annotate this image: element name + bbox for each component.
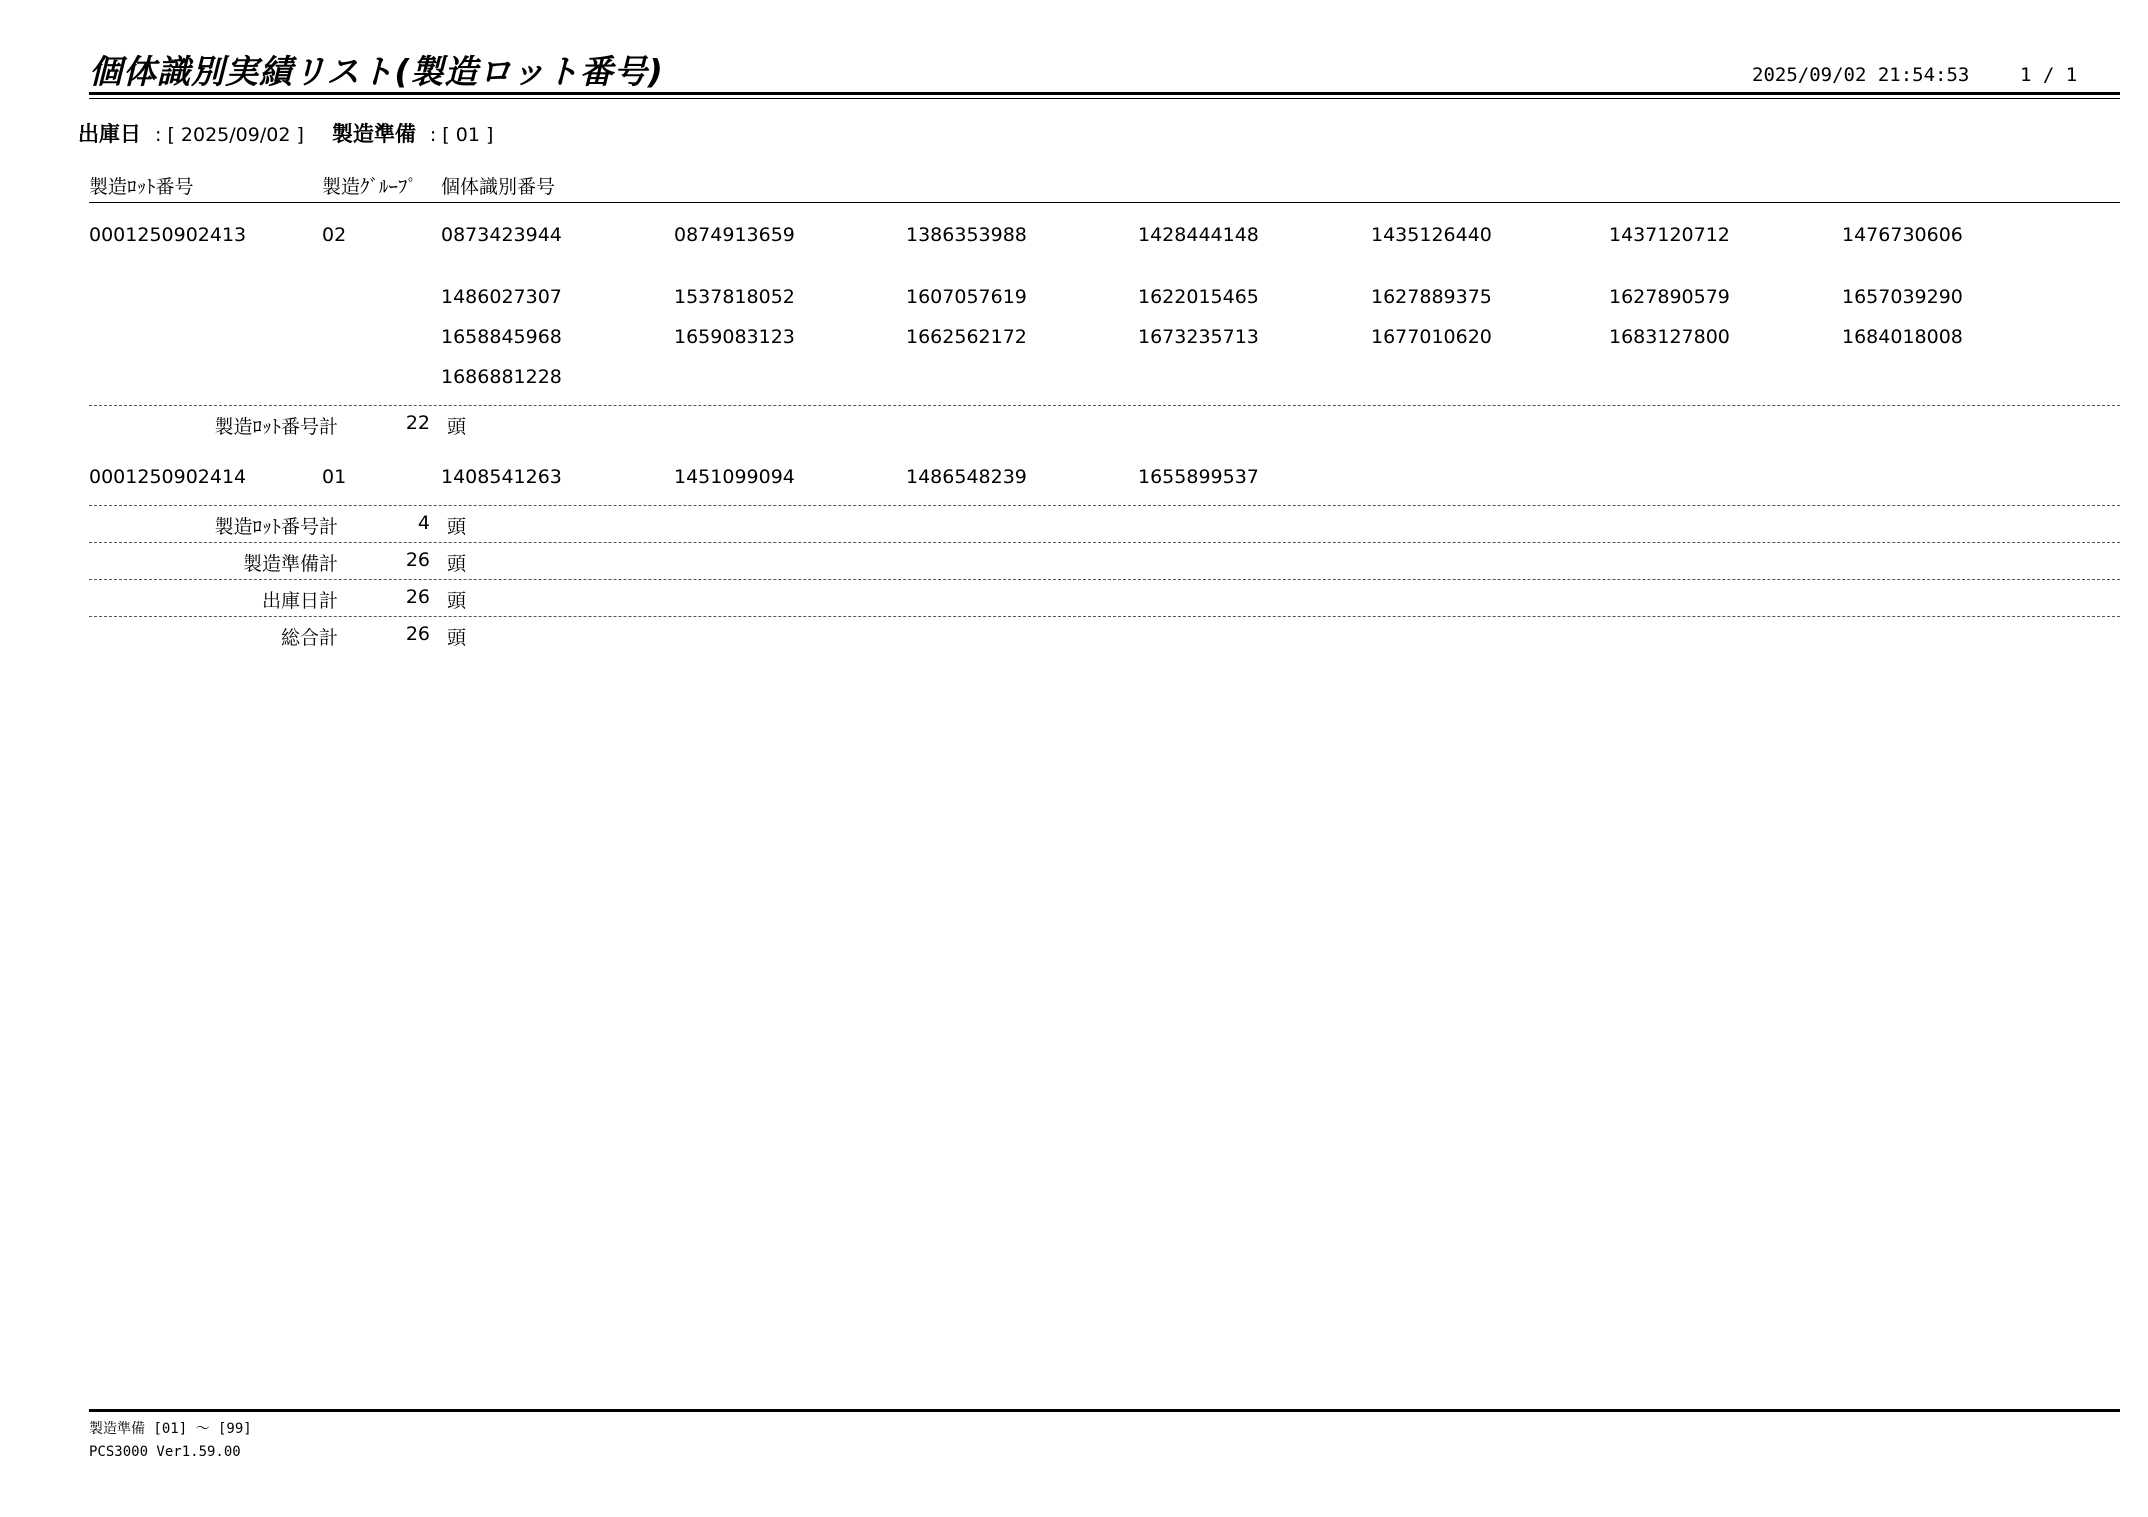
column-header-group: 製造ｸﾞﾙｰﾌﾟ <box>322 176 418 198</box>
page-number: 1 / 1 <box>2020 64 2078 86</box>
ship-date-total-count: 26 <box>405 586 430 608</box>
id-number: 1408541263 <box>441 466 562 488</box>
id-number: 1684018008 <box>1842 326 1963 348</box>
dashed-separator <box>89 616 2120 617</box>
lot-subtotal-count: 4 <box>417 512 430 534</box>
dashed-separator <box>89 542 2120 543</box>
id-number: 1537818052 <box>674 286 795 308</box>
print-datetime: 2025/09/02 21:54:53 <box>1752 64 1970 86</box>
id-number: 1627890579 <box>1609 286 1730 308</box>
report-parameters <box>78 118 493 148</box>
dashed-separator <box>89 505 2120 506</box>
grand-total-count: 26 <box>405 623 430 645</box>
lot-subtotal-label: 製造ﾛｯﾄ番号計 <box>214 416 338 438</box>
column-header-id: 個体識別番号 <box>441 176 556 198</box>
id-number: 0873423944 <box>441 224 562 246</box>
lot-group: 01 <box>322 466 347 488</box>
grand-total-label: 総合計 <box>280 627 338 649</box>
id-number: 1607057619 <box>906 286 1027 308</box>
lot-subtotal-count: 22 <box>405 412 430 434</box>
column-header-lot: 製造ﾛｯﾄ番号 <box>89 176 194 198</box>
id-number: 1677010620 <box>1371 326 1492 348</box>
id-number: 1686881228 <box>441 366 562 388</box>
lot-number: 0001250902414 <box>89 466 247 488</box>
footer-version: PCS3000 Ver1.59.00 <box>89 1444 241 1460</box>
prep-total-count: 26 <box>405 549 430 571</box>
lot-number: 0001250902413 <box>89 224 247 246</box>
id-number: 1486027307 <box>441 286 562 308</box>
id-number: 1627889375 <box>1371 286 1492 308</box>
dashed-separator <box>89 405 2120 406</box>
id-number: 1437120712 <box>1609 224 1730 246</box>
ship-date-value: : [ 2025/09/02 ] <box>155 124 304 146</box>
lot-subtotal-unit: 頭 <box>447 516 467 538</box>
id-number: 1386353988 <box>906 224 1027 246</box>
id-number: 1622015465 <box>1138 286 1259 308</box>
footer-rule <box>89 1409 2120 1412</box>
ship-date-total-unit: 頭 <box>447 590 467 612</box>
dashed-separator <box>89 579 2120 580</box>
title-rule-thick <box>89 92 2120 95</box>
lot-subtotal-unit: 頭 <box>447 416 467 438</box>
id-number: 1486548239 <box>906 466 1027 488</box>
prep-label: 製造準備 <box>331 122 416 146</box>
id-number: 1655899537 <box>1138 466 1259 488</box>
lot-subtotal-label: 製造ﾛｯﾄ番号計 <box>214 516 338 538</box>
id-number: 1428444148 <box>1138 224 1259 246</box>
id-number: 1476730606 <box>1842 224 1963 246</box>
prep-value: : [ 01 ] <box>429 124 494 146</box>
report-title: 個体識別実績リスト(製造ロット番号) <box>89 52 664 91</box>
footer-range: 製造準備 [01] ～ [99] <box>89 1421 252 1437</box>
id-number: 1683127800 <box>1609 326 1730 348</box>
ship-date-label: 出庫日 <box>78 122 141 146</box>
id-number: 1435126440 <box>1371 224 1492 246</box>
title-rule-thin <box>89 98 2120 99</box>
grand-total-unit: 頭 <box>447 627 467 649</box>
id-number: 1659083123 <box>674 326 795 348</box>
header-underline <box>89 202 2120 203</box>
ship-date-total-label: 出庫日計 <box>261 590 338 612</box>
id-number: 0874913659 <box>674 224 795 246</box>
id-number: 1657039290 <box>1842 286 1963 308</box>
lot-group: 02 <box>322 224 347 246</box>
prep-total-unit: 頭 <box>447 553 467 575</box>
prep-total-label: 製造準備計 <box>242 553 338 575</box>
id-number: 1662562172 <box>906 326 1027 348</box>
id-number: 1451099094 <box>674 466 795 488</box>
id-number: 1673235713 <box>1138 326 1259 348</box>
id-number: 1658845968 <box>441 326 562 348</box>
